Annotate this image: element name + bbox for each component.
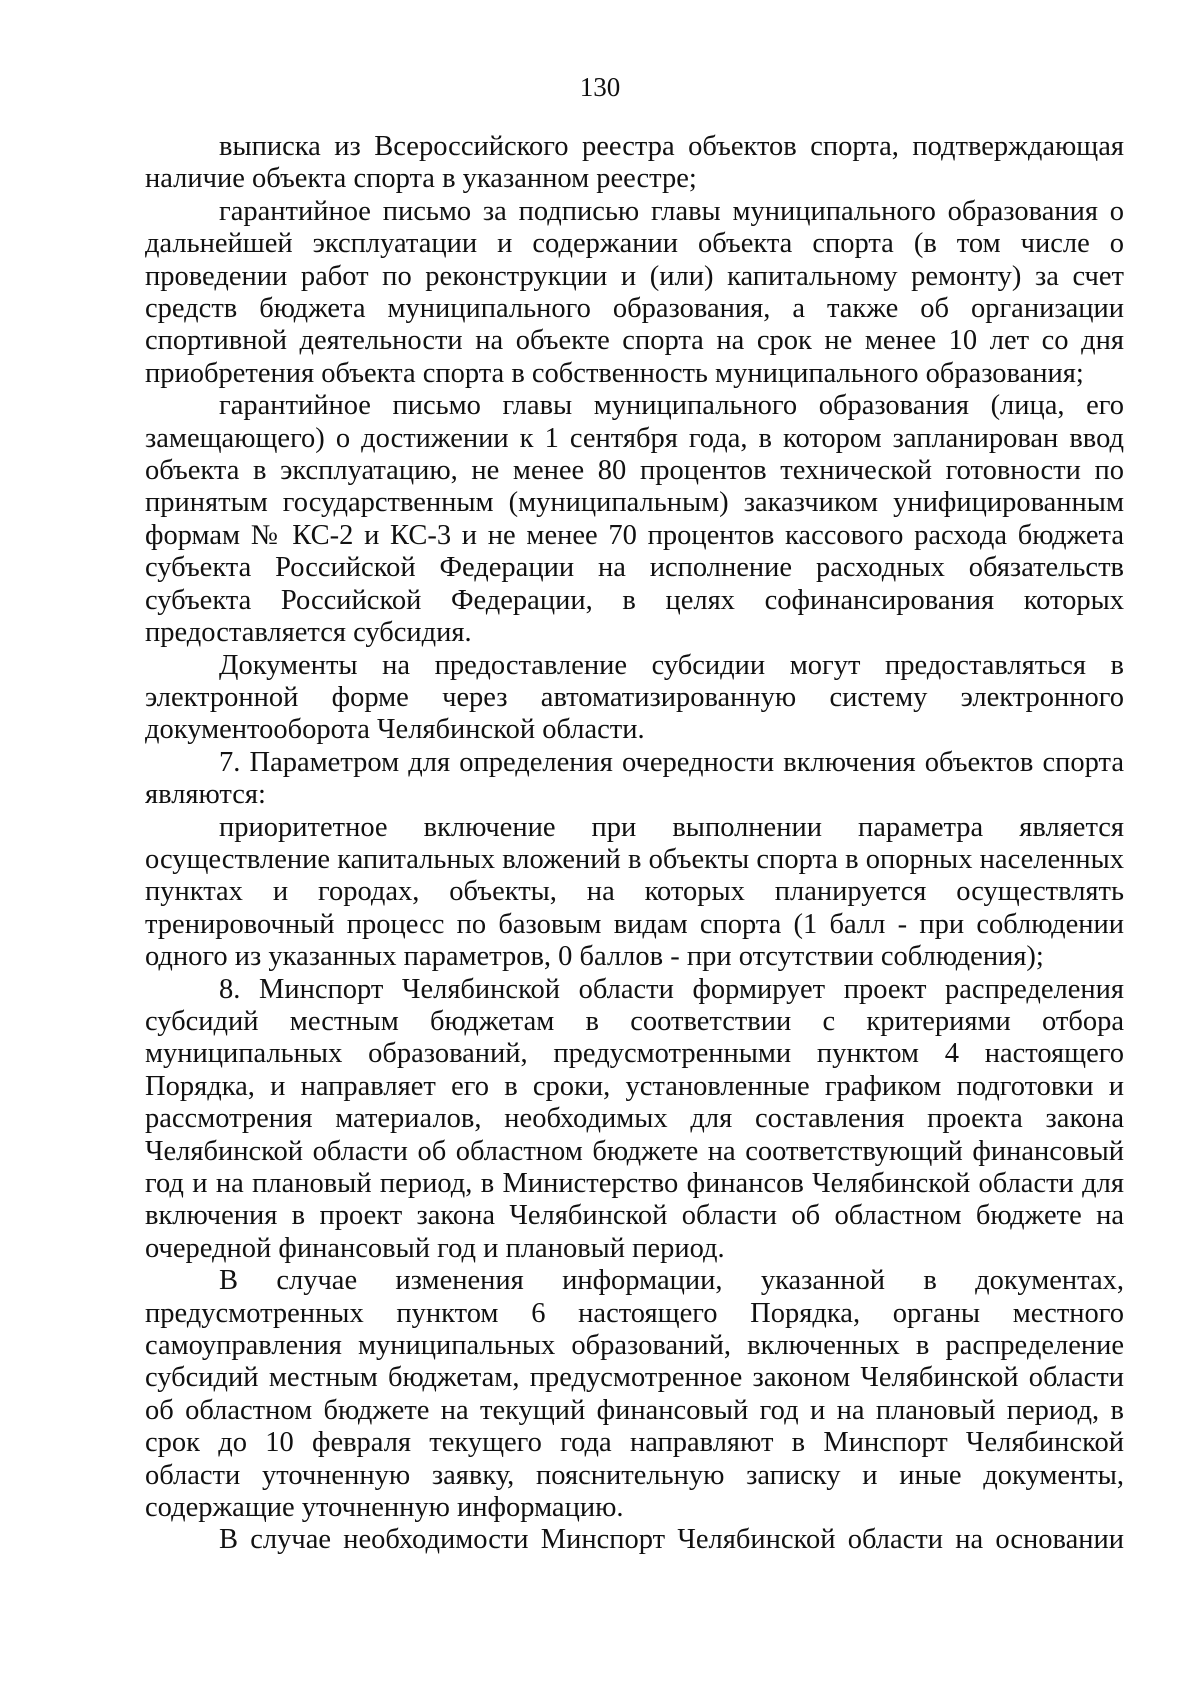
paragraph-registry-extract: выписка из Всероссийского реестра объектов спорта, подтверждающая наличие объекта спорта в указанном реестре; — [145, 131, 1124, 195]
paragraph-priority-inclusion: приоритетное включение при выполнении параметра является осуществление капитальных вложений в объекты спорта в опорных населенных пунктах и городах, объекты, на которых планируется осуществлять тренировочный процесс по базовым видам спорта (1 балл - при соблюдении одного из указанных параметров, 0 баллов - при отсутствии соблюдения); — [145, 811, 1124, 973]
document-body — [145, 131, 1124, 1557]
paragraph-guarantee-letter-operation: гарантийное письмо за подписью главы муниципального образования о дальнейшей эксплуатации и содержании объекта спорта (в том числе о проведении работ по реконструкции и (или) капитальному ремонту) за счет средств бюджета муниципального образования, а также об организации спортивной деятельности на объекте спорта на срок не менее 10 лет со дня приобретения объекта спорта в собственность муниципального образования; — [145, 195, 1124, 389]
paragraph-item-7: 7. Параметром для определения очередности включения объектов спорта являются: — [145, 746, 1124, 811]
paragraph-if-necessary: В случае необходимости Минспорт Челябинской области на основании — [219, 1524, 1124, 1556]
paragraph-electronic-documents: Документы на предоставление субсидии могут предоставляться в электронной форме через автоматизированную систему электронного документооборота Челябинской области. — [145, 649, 1124, 746]
paragraph-guarantee-letter-readiness: гарантийное письмо главы муниципального образования (лица, его замещающего) о достижении к 1 сентября года, в котором запланирован ввод объекта в эксплуатацию, не менее 80 процентов технической готовности по принятым государственным (муниципальным) заказчиком унифицированным формам № КС-2 и КС-3 и не менее 70 процентов кассового расхода бюджета субъекта Российской Федерации на исполнение расходных обязательств субъекта Российской Федерации, в целях софинансирования которых предоставляется субсидия. — [145, 390, 1124, 649]
page-number: 130 — [579, 72, 621, 102]
paragraph-information-change: В случае изменения информации, указанной в документах, предусмотренных пунктом 6 настоящего Порядка, органы местного самоуправления муниципальных образований, включенных в распределение субсидий местным бюджетам, предусмотренное законом Челябинской области об областном бюджете на текущий финансовый год и на плановый период, в срок до 10 февраля текущего года направляют в Минспорт Челябинской области уточненную заявку, пояснительную записку и иные документы, содержащие уточненную информацию. — [145, 1265, 1124, 1524]
paragraph-item-8: 8. Минспорт Челябинской области формирует проект распределения субсидий местным бюджетам в соответствии с критериями отбора муниципальных образований, предусмотренными пунктом 4 настоящего Порядка, и направляет его в сроки, установленные графиком подготовки и рассмотрения материалов, необходимых для составления проекта закона Челябинской области об областном бюджете на соответствующий финансовый год и на плановый период, в Министерство финансов Челябинской области для включения в проект закона Челябинской области об областном бюджете на очередной финансовый год и плановый период. — [145, 973, 1124, 1264]
